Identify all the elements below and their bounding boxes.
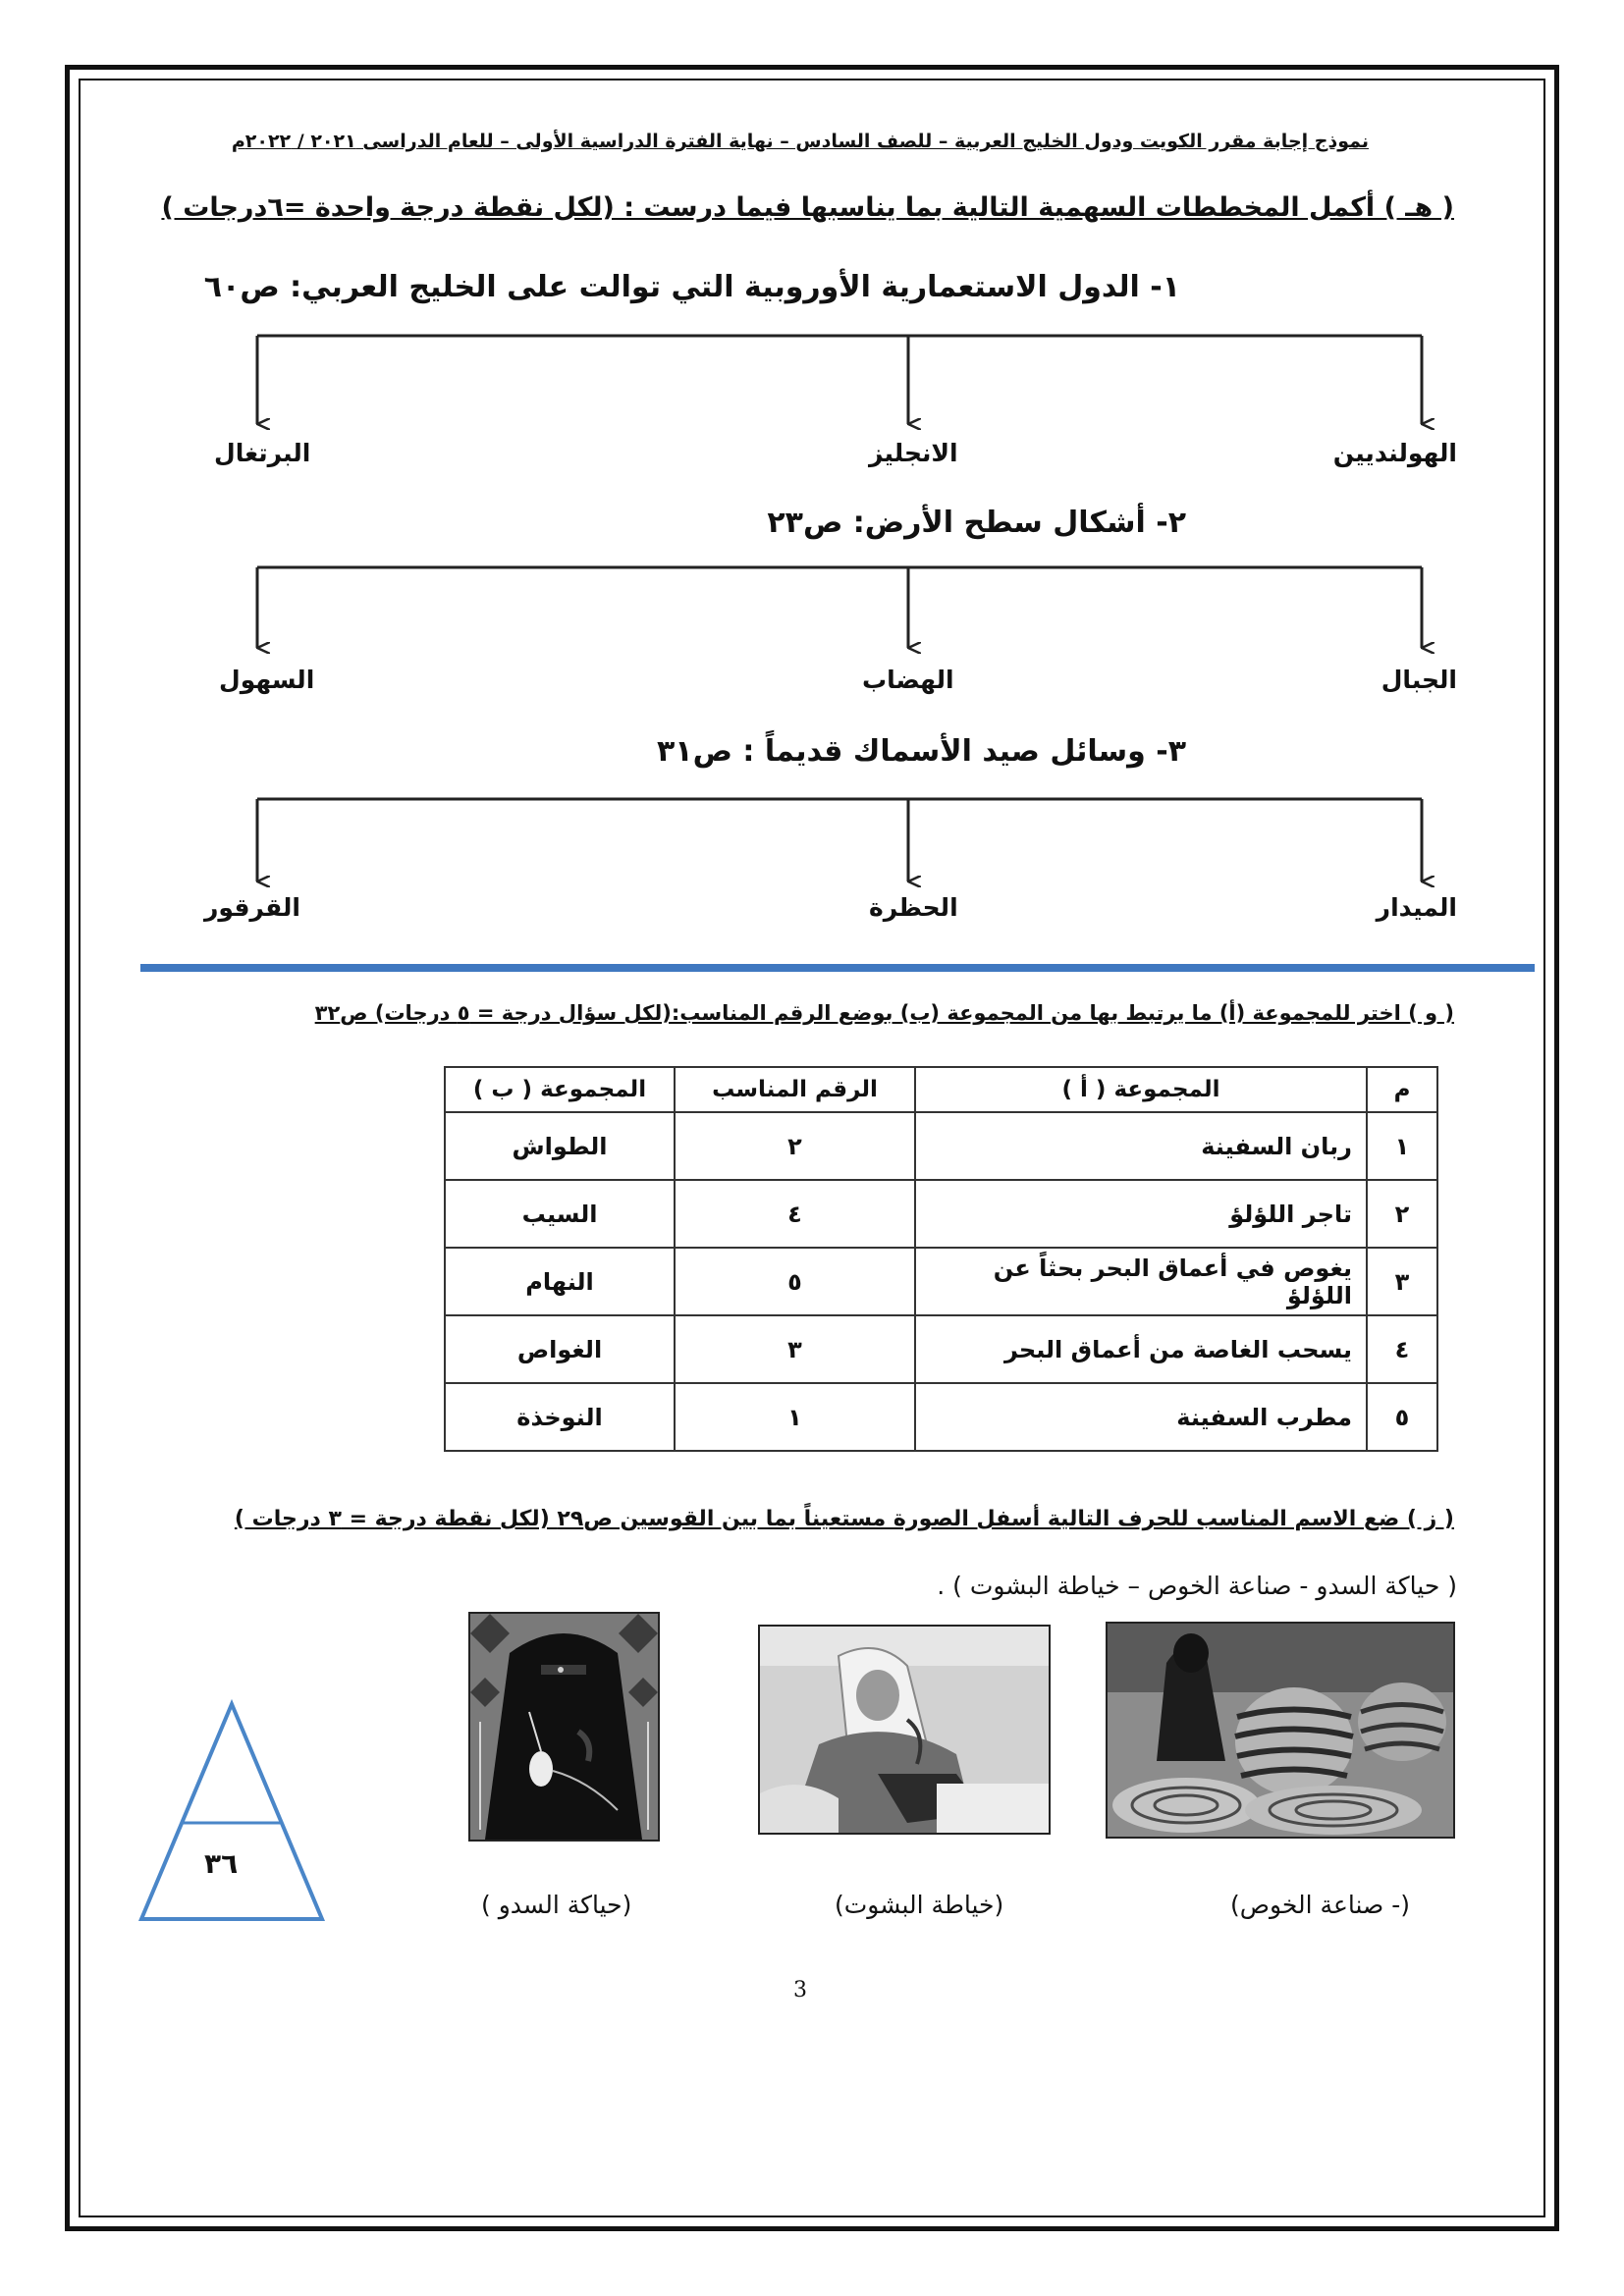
diagram-2-leaf-left: السهول: [219, 666, 315, 694]
table-header-row: [445, 1067, 1437, 1112]
score-value: ٣٦: [204, 1847, 239, 1880]
options-list: ( حياكة السدو - صناعة الخوص – خياطة البشوت ) .: [937, 1572, 1457, 1600]
diagram-2-title: ٢- أشكال سطح الأرض: ص٢٣: [767, 506, 1186, 540]
answer-number-cell: ١: [675, 1383, 915, 1451]
row-number: ٢: [1367, 1180, 1437, 1248]
photo-palm-weaving: [1106, 1622, 1455, 1839]
table-row: [445, 1248, 1437, 1315]
diagram-3-leaf-left: القرقور: [204, 893, 300, 922]
group-b-cell: النهام: [445, 1248, 675, 1315]
diagram-1-leaf-right: الهولنديين: [1332, 439, 1457, 467]
section-z-title: ( ز ) ضع الاسم المناسب للحرف التالية أسفل الصورة مستعيناً بما بين القوسين ص٢٩ (لكل نقطة درجة = ٣ درجات ): [234, 1507, 1454, 1531]
group-b-cell: الغواص: [445, 1315, 675, 1383]
group-a-cell: يسحب الغاصة من أعماق البحر: [915, 1315, 1367, 1383]
column-header: الرقم المناسب: [675, 1067, 915, 1112]
column-header: المجموعة ( أ ): [915, 1067, 1367, 1112]
photo-bisht-tailoring: [758, 1625, 1051, 1835]
diagram-1-leaf-center: الانجليز: [869, 439, 958, 467]
table-row: [445, 1180, 1437, 1248]
row-number: ٣: [1367, 1248, 1437, 1315]
diagram-3-leaf-right: الميدار: [1376, 893, 1457, 922]
group-a-cell: ربان السفينة: [915, 1112, 1367, 1180]
row-number: ١: [1367, 1112, 1437, 1180]
diagram-3-title: ٣- وسائل صيد الأسماك قديماً : ص٣١: [656, 734, 1186, 769]
group-b-cell: النوخذة: [445, 1383, 675, 1451]
diagram-1-leaf-left: البرتغال: [214, 439, 311, 467]
row-number: ٤: [1367, 1315, 1437, 1383]
table-row: [445, 1383, 1437, 1451]
page-number: 3: [793, 1978, 807, 2002]
diagram-2-leaf-right: الجبال: [1380, 666, 1457, 694]
column-header: م: [1367, 1067, 1437, 1112]
table-row: [445, 1112, 1437, 1180]
caption-sadu-weaving: (حياكة السدو ): [481, 1891, 632, 1919]
answer-number-cell: ٢: [675, 1112, 915, 1180]
diagram-2-leaf-center: الهضاب: [862, 666, 954, 694]
group-b-cell: السيب: [445, 1180, 675, 1248]
matching-table: [444, 1066, 1438, 1452]
exam-header: نموذج إجابة مقرر الكويت ودول الخليج العربية – للصف السادس – نهاية الفترة الدراسية الأولى – للعام الدراسى ٢٠٢١ / ٢٠٢٢م: [231, 131, 1369, 152]
group-a-cell: مطرب السفينة: [915, 1383, 1367, 1451]
score-triangle: [134, 1698, 330, 1924]
answer-number-cell: ٤: [675, 1180, 915, 1248]
column-header: المجموعة ( ب ): [445, 1067, 675, 1112]
diagram-3-leaf-center: الحظرة: [869, 893, 958, 922]
table-row: [445, 1315, 1437, 1383]
answer-number-cell: ٣: [675, 1315, 915, 1383]
caption-bisht-tailoring: (خياطة البشوت): [835, 1891, 1004, 1919]
caption-palm-weaving: (- صناعة الخوص): [1230, 1891, 1410, 1919]
section-w-title: ( و ) اختر للمجموعة (أ) ما يرتبط بها من المجموعة (ب) بوضع الرقم المناسب:(لكل سؤال درجة = ٥ درجات) ص٣٢: [314, 1001, 1454, 1025]
row-number: ٥: [1367, 1383, 1437, 1451]
group-a-cell: يغوص في أعماق البحر بحثاً عن اللؤلؤ: [915, 1248, 1367, 1315]
section-h-title: ( هـ ) أكمل المخططات السهمية التالية بما يناسبها فيما درست : (لكل نقطة درجة واحدة =٦درجات ): [161, 192, 1454, 223]
group-a-cell: تاجر اللؤلؤ: [915, 1180, 1367, 1248]
answer-number-cell: ٥: [675, 1248, 915, 1315]
photo-sadu-weaving: [468, 1612, 660, 1842]
section-separator: [140, 964, 1535, 972]
diagram-1-title: ١- الدول الاستعمارية الأوروبية التي توالت على الخليج العربي: ص٦٠: [203, 270, 1180, 304]
group-b-cell: الطواش: [445, 1112, 675, 1180]
